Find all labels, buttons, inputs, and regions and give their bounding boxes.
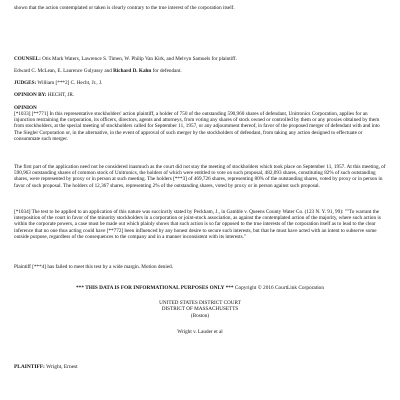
paragraph-text: [*1034] The test to be applied to an application of this nature was succinctly stated by Peckham, J., in Gamble v. Queens County Water Co. (123 N. Y. 91, 99): ""To warrant the interposition of the court in favor of the minority stockholders in a corporation or joint-stock association, as against the contemplated action of the majority, where such action is within the corporate powers, a case must be made out which plainly shows that such action is so far opposed to the true interests of the corporation itself as to lead to the clear inference that no one thus acting could have [**772] been influenced by any honest desire to secure such interests, but that he must have acted with an intent to subserve some outside purpose, regardless of the consequences to the company and in a manner inconsistent with its interests."	[14, 209, 381, 240]
paragraph-text: Plaintiff [***4] has failed to meet this test by a wide margin. Motion denied.	[14, 264, 174, 270]
court-district: DISTRICT OF MASSACHUSETTS	[161, 306, 239, 313]
counsel-text: Otis Mark Waters, Lawrence S. Timen, W. Philip Van Kirk, and Melvyn Samuels for plaintiff.	[42, 56, 237, 62]
plaintiff-section	[14, 364, 386, 370]
judges-text: William [***2] C. Hecht, Jr., J.	[37, 80, 103, 86]
disclaimer-bold: *** THIS DATA IS FOR INFORMATIONAL PURPOSES ONLY ***	[76, 285, 234, 291]
disclaimer	[0, 285, 400, 291]
opinion-by-text: HECHT, JR.	[47, 92, 75, 98]
judges-label: JUDGES:	[14, 80, 37, 86]
defendant-counsel-name: Richard D. Kahn	[113, 68, 152, 74]
paragraph-text: [*1033] [**771] In this representative stockholders' action plaintiff, a holder of 750 of the outstanding 590,960 shares of defendant, Unitronics Corporation, applies for an injunction restraining the corporation, its officers, directors, agents and attorneys, from voting any shares of stock owned or controlled by them or any proxies obtained by them from stockholders, at the special meeting of stockholders called for September 11, 1957, or any adjournment thereof, in favor of the proposed merger of defendant with and into The Siegler Corporation or, in the alternative, in the event of approval of such merger by the stockholders of defendant, from taking any action designed to effectuate or consummate such merger.	[14, 111, 380, 142]
opinion-paragraph-2	[14, 164, 386, 189]
case-caption-text: Wright v. Lauder et al	[177, 329, 223, 335]
opinion-heading-text: OPINION	[14, 105, 37, 111]
plaintiff-label: PLAINTIFF:	[14, 364, 45, 370]
case-caption	[0, 329, 400, 335]
defendant-counsel-after: for defendant.	[152, 68, 182, 74]
court-header	[0, 300, 400, 319]
paragraph-text: The first part of the application need not be considered inasmuch as the court did not stay the meeting of stockholders which took place on September 11, 1957. At this meeting, of 590,963 outstanding shares of common stock of Unitronics, the holders of which were entitled to vote on such proposal, 482,093 shares, constituting 82% of such outstanding shares, were represented by proxy or in person at such meeting. The holders [***3] of 469,726 shares, representing 80% of the outstanding shares, voted by proxy or in person in favor of such proposal. The holders of 12,367 shares, representing 2% of the outstanding shares, voted by proxy or in person against such proposal.	[14, 164, 386, 189]
opinion-by-label: OPINION BY:	[14, 92, 47, 98]
defendant-counsel	[14, 68, 386, 74]
opinion-by-section	[14, 92, 386, 98]
top-fragment	[14, 5, 386, 11]
opinion-paragraph-3	[14, 209, 386, 240]
opinion-paragraph-1	[14, 111, 386, 142]
counsel-label: COUNSEL:	[14, 56, 41, 62]
disclaimer-copyright: Copyright © 2016 CourtLink Corporation	[234, 285, 324, 291]
counsel-section	[14, 56, 386, 62]
plaintiff-name: Wright, Ernest	[46, 364, 78, 370]
court-location: (Boston)	[190, 312, 210, 319]
judges-section	[14, 80, 386, 86]
top-fragment-text: shown that the action contemplated or taken is clearly contrary to the true interest of the corporation itself.	[14, 5, 235, 11]
court-name: UNITED STATES DISTRICT COURT	[159, 300, 241, 306]
opinion-paragraph-4	[14, 264, 386, 270]
defendant-counsel-before: Edward C. McLean, E. Laurence Gulyassy and	[14, 68, 112, 74]
